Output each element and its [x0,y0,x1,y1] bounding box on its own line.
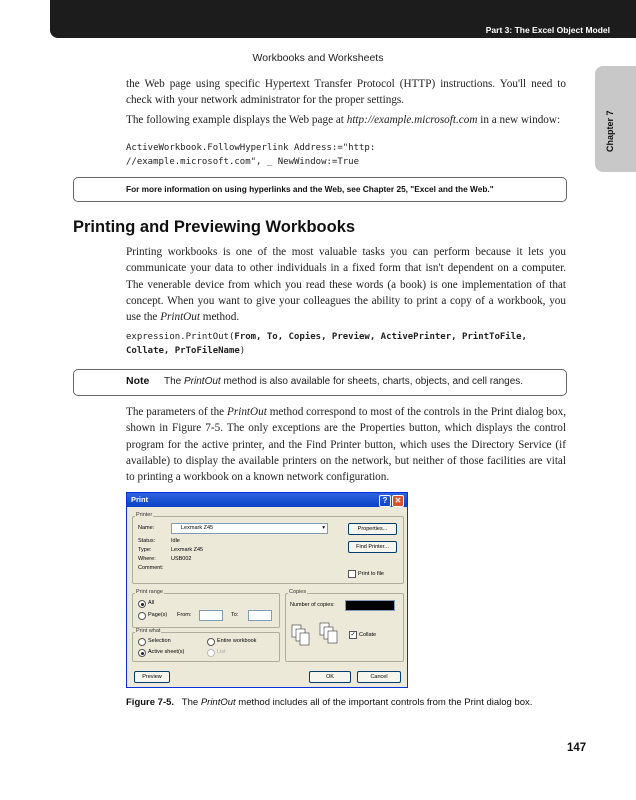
chevron-down-icon: ▾ [322,525,325,531]
note-text: The PrintOut method is also available for sheets, charts, objects, and cell ranges. [164,375,524,387]
print-dialog [126,492,408,688]
list-radio[interactable] [207,649,215,657]
active-sheets-radio[interactable] [138,649,146,657]
from-label: From: [177,612,192,618]
list-label: List [217,649,226,655]
dialog-title: Print [131,495,149,504]
where-value: USB002 [171,556,192,562]
close-button[interactable]: ✕ [392,495,404,507]
crossref-text: For more information on using hyperlinks and the Web, see Chapter 25, "Excel and the Web." [126,184,494,194]
note-label: Note [126,375,150,387]
code-hyperlink: ActiveWorkbook.FollowHyperlink Address:="http: //example.microsoft.com", _ NewWindow:=True [126,143,376,167]
section-heading: Printing and Previewing Workbooks [73,218,356,236]
pages-label: Page(s) [148,612,168,618]
to-input[interactable] [248,610,272,621]
selection-radio[interactable] [138,638,146,646]
entire-workbook-label: Entire workbook [217,638,257,644]
copies-input[interactable] [345,600,395,611]
status-value: Idle [171,538,180,544]
properties-button[interactable]: Properties... [348,523,397,535]
code-printout: expression.PrintOut(From, To, Copies, Preview, ActivePrinter, PrintToFile, Collate, PrToFileName) [126,332,527,356]
figure-label: Figure 7-5. [126,697,175,708]
section-paragraph-1: Printing workbooks is one of the most valuable tasks you can perform because it lets you communicate your data to other individuals in a fixed form that isn't dependent on a computer. The venerable device from which you read these words (a book) is one implementation of that concept. When you want to give your colleagues the ability to print a copy of a workbook, you use the PrintOut method. [126,246,566,324]
status-label: Status: [138,538,156,544]
chapter-tab [595,66,636,172]
print-what-label: Print what [136,628,161,634]
preview-button[interactable]: Preview [134,671,170,683]
from-input[interactable] [199,610,223,621]
printer-group-label: Printer [136,512,153,518]
where-label: Where: [138,556,156,562]
entire-workbook-radio[interactable] [207,638,215,646]
dialog-titlebar [127,493,407,507]
running-title: Workbooks and Worksheets [252,52,384,64]
print-range-label: Print range [136,589,163,595]
to-label: To: [231,612,239,618]
collate-label: Collate [359,632,377,638]
collate-checkbox[interactable]: ✓ [350,632,356,638]
active-sheets-label: Active sheet(s) [148,649,185,655]
cancel-button[interactable]: Cancel [357,671,401,683]
type-label: Type: [138,547,152,553]
example-url: http://example.microsoft.com [346,114,478,126]
intro-paragraph-2: The following example displays the Web page at http://example.microsoft.com in a new window: [126,114,561,126]
printer-name-select[interactable]: Lexmark Z45 ▾ [171,523,328,534]
figure-caption: Figure 7-5. The PrintOut method includes all of the important controls from the Print dialog box. [126,697,533,708]
collate-pages-icon [290,619,346,647]
header-bar [50,0,636,38]
print-to-file-label: Print to file [358,571,384,577]
part-title: Part 3: The Excel Object Model [485,25,610,35]
type-value: Lexmark Z45 [171,547,204,553]
chapter-tab-label: Chapter 7 [605,110,615,152]
pages-radio[interactable] [138,612,146,620]
selection-label: Selection [148,638,171,644]
page-number: 147 [567,742,587,754]
number-of-copies-label: Number of copies: [290,602,335,608]
section-paragraph-2: The parameters of the PrintOut method correspond to most of the controls in the Print dialog box, shown in Figure 7-5. The only exceptions are the Properties button, which displays the control program for the active printer, and the Find Printer button, which uses the Directory Service (if available) to display the available printers on the network, but neither of those facilities are vital to printing a workbook on a known network configuration. [126,406,567,484]
print-what-group [132,632,280,662]
note-box [73,369,567,396]
ok-button[interactable]: OK [309,671,351,683]
print-to-file-checkbox[interactable] [348,570,356,578]
help-button[interactable]: ? [379,495,391,507]
name-label: Name: [138,525,155,531]
all-radio[interactable] [138,600,146,608]
crossref-box [73,177,567,202]
find-printer-button[interactable]: Find Printer... [348,541,397,553]
comment-label: Comment: [138,565,164,571]
intro-paragraph-1: the Web page using specific Hypertext Transfer Protocol (HTTP) instructions. You'll need to check with your network administrator for the proper settings. [126,78,566,107]
copies-label: Copies [289,589,307,595]
all-label: All [148,600,155,606]
